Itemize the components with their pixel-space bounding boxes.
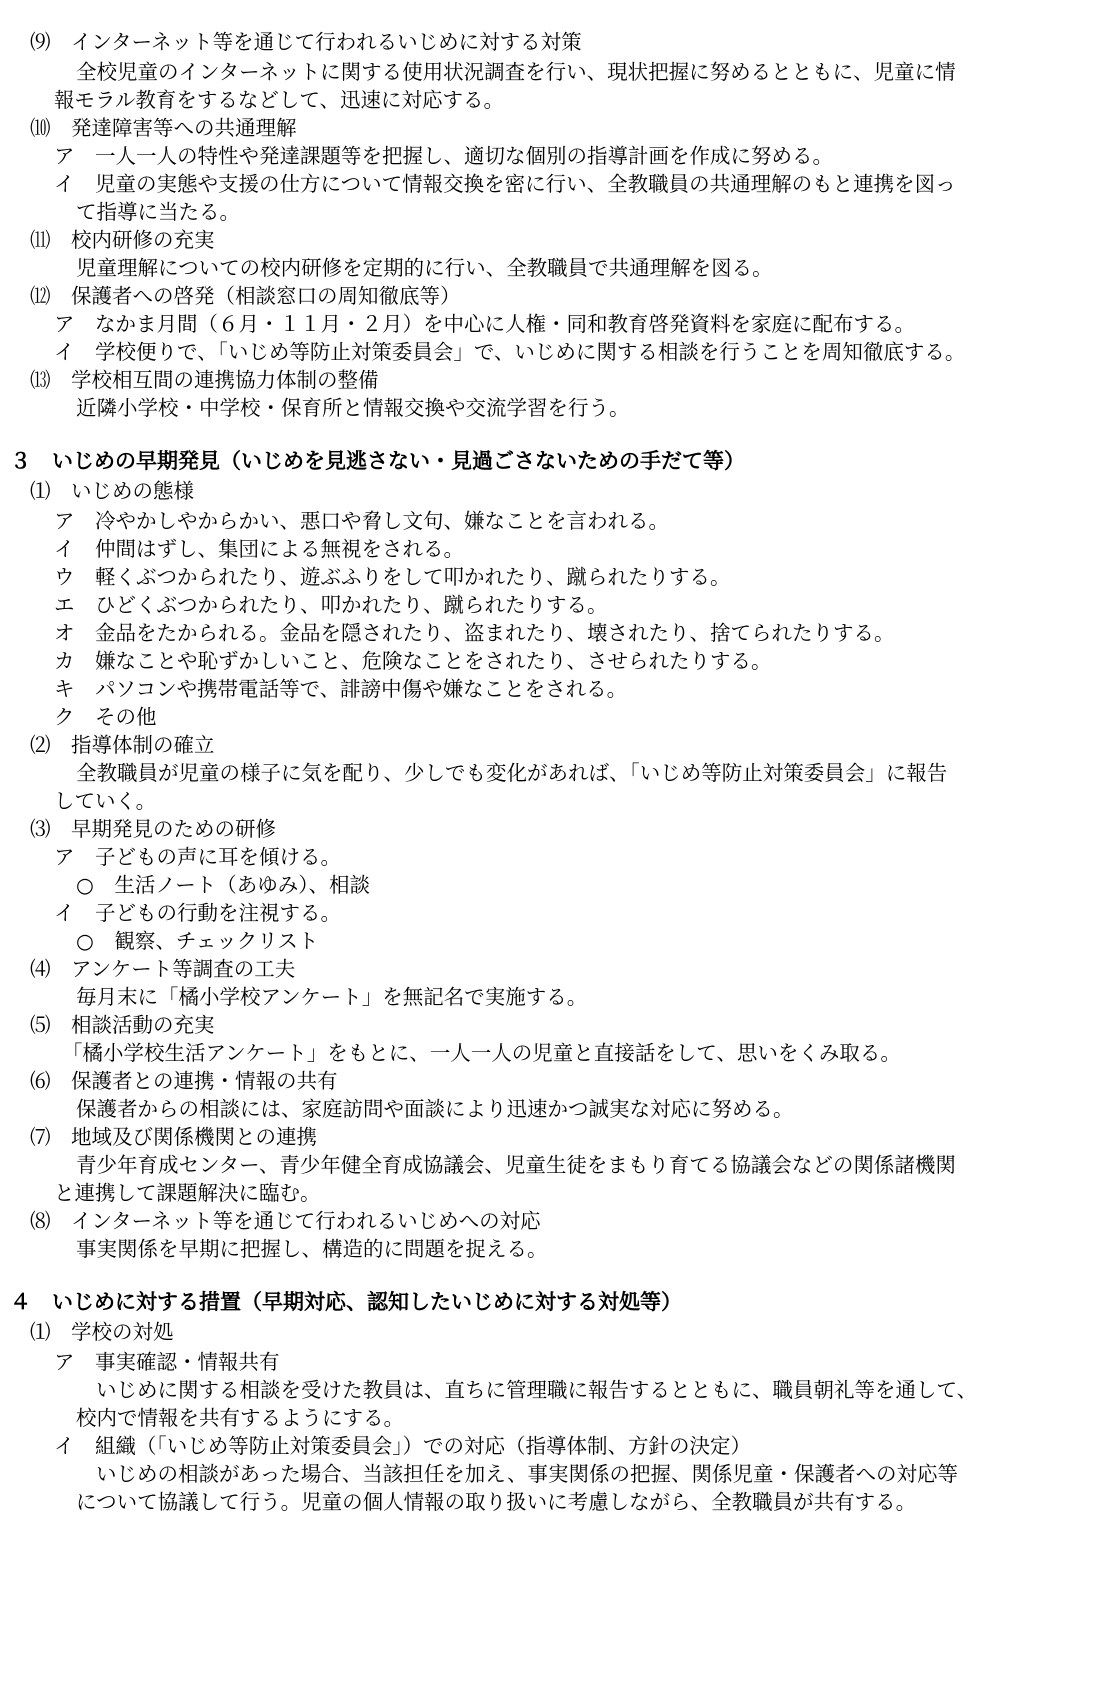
paragraph-line: 全教職員が児童の様子に気を配り、少しでも変化があれば、「いじめ等防止対策委員会」に報告: [76, 761, 948, 785]
list-item: ク その他: [54, 705, 157, 729]
list-item: ア 子どもの声に耳を傾ける。: [54, 845, 341, 869]
list-item: イ 学校便りで、「いじめ等防止対策委員会」で、いじめに関する相談を行うことを周知徹底する。: [54, 340, 966, 364]
paragraph-line: 校内で情報を共有するようにする。: [76, 1406, 404, 1430]
list-item: イ 組織（「いじめ等防止対策委員会」）での対応（指導体制、方針の決定）: [54, 1434, 751, 1458]
paragraph-line: 児童理解についての校内研修を定期的に行い、全教職員で共通理解を図る。: [76, 256, 773, 280]
list-item: ウ 軽くぶつかられたり、遊ぶふりをして叩かれたり、蹴られたりする。: [54, 565, 731, 589]
list-item: エ ひどくぶつかられたり、叩かれたり、蹴られたりする。: [54, 593, 608, 617]
paragraph-line: 「橘小学校生活アンケート」をもとに、一人一人の児童と直接話をして、思いをくみ取る。: [62, 1041, 901, 1065]
paragraph-line: について協議して行う。児童の個人情報の取り扱いに考慮しながら、全教職員が共有する。: [76, 1490, 917, 1514]
paragraph-line: 毎月末に「橘小学校アンケート」を無記名で実施する。: [76, 985, 588, 1009]
paragraph-line: 保護者からの相談には、家庭訪問や面談により迅速かつ誠実な対応に努める。: [76, 1097, 794, 1121]
item-1-heading: ⑴ いじめの態様: [30, 479, 194, 503]
list-item: イ 子どもの行動を注視する。: [54, 901, 341, 925]
item-13-heading: ⒀ 学校相互間の連携協力体制の整備: [30, 368, 379, 392]
section-3-heading: ３ いじめの早期発見（いじめを見逃さない・見過ごさないための手だて等）: [10, 449, 745, 473]
paragraph-line: 報モラル教育をするなどして、迅速に対応する。: [54, 88, 504, 112]
list-item: ア 事実確認・情報共有: [54, 1350, 280, 1374]
list-item: ア 冷やかしやからかい、悪口や脅し文句、嫌なことを言われる。: [54, 509, 669, 533]
list-item-continuation: て指導に当たる。: [76, 200, 240, 224]
item-1-heading: ⑴ 学校の対処: [30, 1320, 174, 1344]
list-item: ア 一人一人の特性や発達課題等を把握し、適切な個別の指導計画を作成に努める。: [54, 144, 833, 168]
paragraph-line: 青少年育成センター、青少年健全育成協議会、児童生徒をまもり育てる協議会などの関係諸機関: [76, 1153, 956, 1177]
section-4-heading: ４ いじめに対する措置（早期対応、認知したいじめに対する対処等）: [10, 1290, 682, 1314]
paragraph-line: 事実関係を早期に把握し、構造的に問題を捉える。: [76, 1237, 548, 1261]
sub-list-item: ○ 観察、チェックリスト: [76, 929, 319, 953]
list-item: カ 嫌なことや恥ずかしいこと、危険なことをされたり、させられたりする。: [54, 649, 772, 673]
item-3-heading: ⑶ 早期発見のための研修: [30, 817, 276, 841]
paragraph-line: 近隣小学校・中学校・保育所と情報交換や交流学習を行う。: [76, 396, 630, 420]
item-6-heading: ⑹ 保護者との連携・情報の共有: [30, 1069, 338, 1093]
list-item: イ 児童の実態や支援の仕方について情報交換を密に行い、全教職員の共通理解のもと連携を図っ: [54, 172, 956, 196]
list-item: オ 金品をたかられる。金品を隠されたり、盗まれたり、壊されたり、捨てられたりする。: [54, 621, 895, 645]
item-8-heading: ⑻ インターネット等を通じて行われるいじめへの対応: [30, 1209, 541, 1233]
list-item: イ 仲間はずし、集団による無視をされる。: [54, 537, 464, 561]
item-11-heading: ⑾ 校内研修の充実: [30, 228, 215, 252]
item-4-heading: ⑷ アンケート等調査の工夫: [30, 957, 296, 981]
sub-list-item: ○ 生活ノート（あゆみ）、相談: [76, 873, 371, 897]
paragraph-line: いじめに関する相談を受けた教員は、直ちに管理職に報告するとともに、職員朝礼等を通して、: [96, 1378, 978, 1402]
paragraph-line: していく。: [54, 789, 157, 813]
paragraph-line: いじめの相談があった場合、当該担任を加え、事実関係の把握、関係児童・保護者への対応等: [96, 1462, 959, 1486]
item-5-heading: ⑸ 相談活動の充実: [30, 1013, 215, 1037]
item-2-heading: ⑵ 指導体制の確立: [30, 733, 215, 757]
paragraph-line: 全校児童のインターネットに関する使用状況調査を行い、現状把握に努めるとともに、児童に情: [76, 60, 956, 84]
list-item: キ パソコンや携帯電話等で、誹謗中傷や嫌なことをされる。: [54, 677, 628, 701]
paragraph-line: と連携して課題解決に臨む。: [54, 1181, 321, 1205]
item-7-heading: ⑺ 地域及び関係機関との連携: [30, 1125, 317, 1149]
item-9-heading: ⑼ インターネット等を通じて行われるいじめに対する対策: [30, 30, 582, 54]
item-12-heading: ⑿ 保護者への啓発（相談窓口の周知徹底等）: [30, 284, 461, 308]
list-item: ア なかま月間（６月・１１月・２月）を中心に人権・同和教育啓発資料を家庭に配布する。: [54, 312, 915, 336]
item-10-heading: ⑽ 発達障害等への共通理解: [30, 116, 297, 140]
